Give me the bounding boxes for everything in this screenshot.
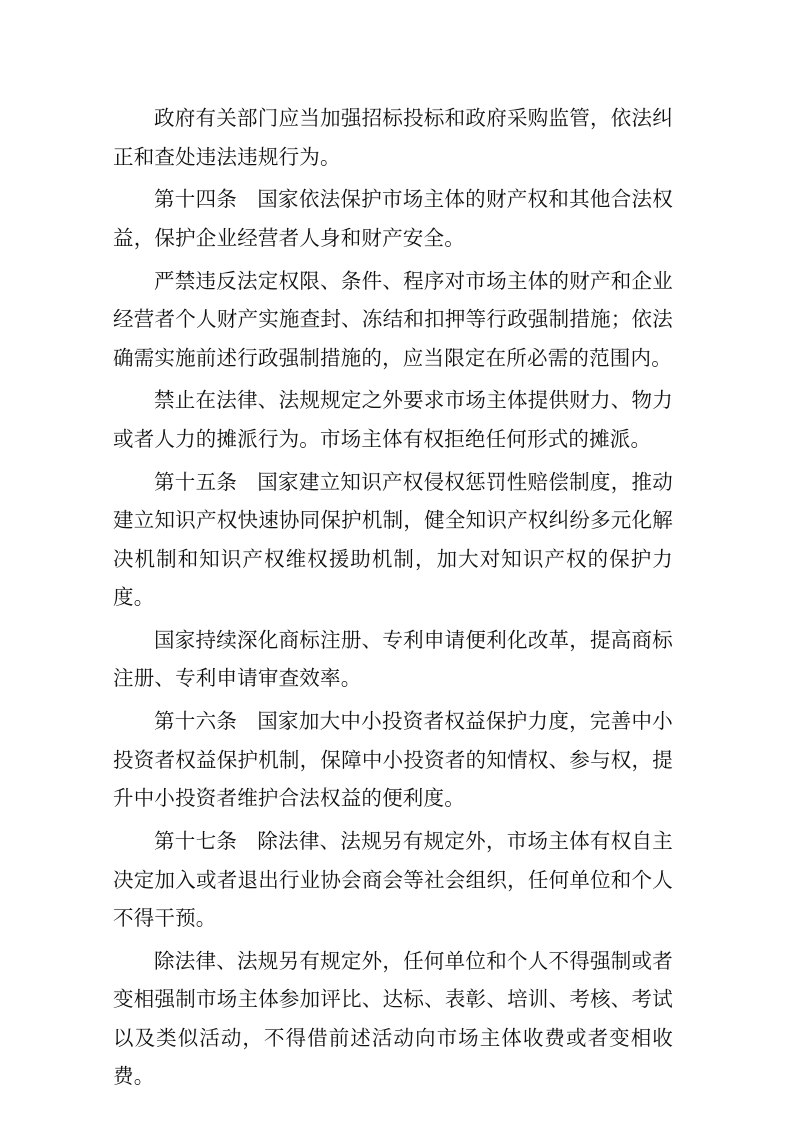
paragraph: [113, 99, 673, 176]
paragraph: [113, 702, 673, 818]
article-number: 第十四条: [154, 187, 238, 212]
paragraph-text: 国家建立知识产权侵权惩罚性赔偿制度，推动建立知识产权快速协同保护机制，健全知识产权纠纷多元化解决机制和知识产权维权援助机制，加大对知识产权的保护力度。: [113, 469, 673, 610]
paragraph: [113, 621, 673, 698]
article-number: 第十七条: [154, 829, 238, 854]
paragraph-text: 禁止在法律、法规规定之外要求市场主体提供财力、物力或者人力的摊派行为。市场主体有权拒绝任何形式的摊派。: [113, 388, 673, 451]
paragraph-text: 国家依法保护市场主体的财产权和其他合法权益，保护企业经营者人身和财产安全。: [113, 187, 673, 250]
paragraph: [113, 262, 673, 378]
paragraph: [113, 463, 673, 617]
paragraph-text: 国家持续深化商标注册、专利申请便利化改革，提高商标注册、专利申请审查效率。: [113, 627, 673, 691]
paragraph-text: 严禁违反法定权限、条件、程序对市场主体的财产和企业经营者个人财产实施查封、冻结和扣押等行政强制措施；依法确需实施前述行政强制措施的，应当限定在所必需的范围内。: [113, 268, 673, 370]
paragraph-text: 国家加大中小投资者权益保护力度，完善中小投资者权益保护机制，保障中小投资者的知情权、参与权，提升中小投资者维护合法权益的便利度。: [113, 709, 673, 811]
paragraph-text: 除法律、法规另有规定外，市场主体有权自主决定加入或者退出行业协会商会等社会组织，任何单位和个人不得干预。: [113, 829, 673, 931]
article-number: 第十六条: [154, 709, 238, 734]
paragraph: [113, 942, 673, 1096]
paragraph: [113, 822, 673, 938]
paragraph: [113, 180, 673, 257]
paragraph-text: 除法律、法规另有规定外，任何单位和个人不得强制或者变相强制市场主体参加评比、达标、表彰、培训、考核、考试以及类似活动，不得借前述活动向市场主体收费或者变相收费。: [113, 948, 673, 1089]
paragraph-text: 政府有关部门应当加强招标投标和政府采购监管，依法纠正和查处违法违规行为。: [113, 106, 673, 169]
document-body: [113, 99, 673, 1100]
article-number: 第十五条: [154, 469, 238, 494]
paragraph: [113, 381, 673, 458]
